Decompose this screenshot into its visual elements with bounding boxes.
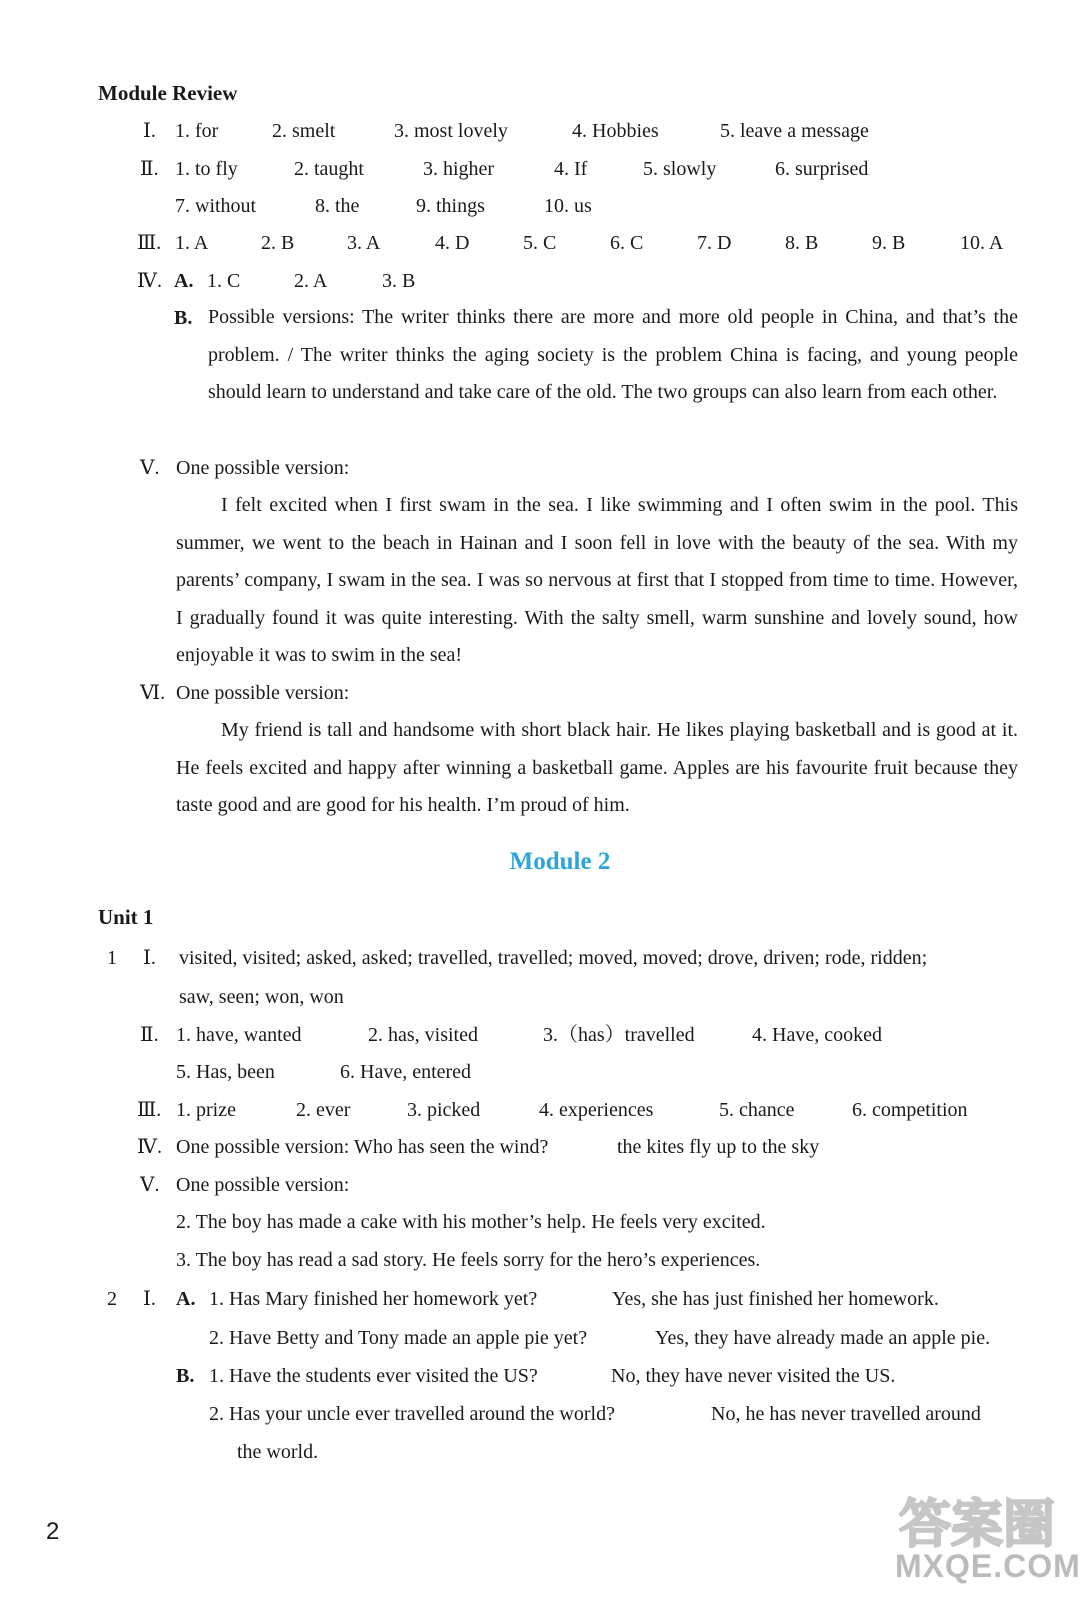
answer-item: 1. A — [175, 232, 209, 254]
version-title: One possible version: — [176, 1174, 350, 1196]
answer: Yes, she has just finished her homework. — [612, 1288, 939, 1310]
answer: the world. — [237, 1441, 319, 1463]
answer-item: 3. A — [347, 232, 381, 254]
question: 2. Have Betty and Tony made an apple pie yet? — [209, 1327, 588, 1349]
answer-item: 5. slowly — [643, 158, 717, 180]
module-review-heading: Module Review — [98, 81, 238, 105]
roman-numeral: Ⅰ. — [143, 947, 156, 969]
answer-item: 8. the — [315, 195, 360, 217]
answer-item: 4. D — [435, 232, 470, 254]
answer-item: 5. C — [523, 232, 557, 254]
question: 2. Has your uncle ever travelled around the world? — [209, 1403, 615, 1425]
answer-item: 2. A — [294, 270, 328, 292]
answer-item: 6. surprised — [775, 158, 869, 180]
answer-item: 6. Have, entered — [340, 1061, 472, 1083]
answer-item: 7. D — [697, 232, 732, 254]
answer-item: 2. B — [261, 232, 295, 254]
part-label-a: A. — [174, 270, 194, 292]
page-number: 2 — [46, 1518, 60, 1545]
answer-item: 1. have, wanted — [176, 1024, 302, 1046]
part-label-b: B. — [174, 307, 193, 329]
version-title: One possible version: — [176, 682, 350, 704]
answer-item: 8. B — [785, 232, 819, 254]
answer-line: saw, seen; won, won — [179, 986, 344, 1008]
section-number: 2 — [107, 1288, 117, 1310]
roman-numeral: Ⅱ. — [140, 1024, 159, 1046]
possible-versions-text: Possible versions: The writer thinks there are more and more old people in China, and that’s the problem. / The writer thinks the aging society is the problem China is facing, and young people should learn to understand and take care of the old. The two groups can also learn from each other. — [208, 306, 1018, 404]
answer-line: 2. The boy has made a cake with his mother’s help. He feels very excited. — [176, 1211, 766, 1233]
unit-heading: Unit 1 — [98, 905, 154, 929]
answer-item: 3. B — [382, 270, 416, 292]
answer-item: 4. Hobbies — [572, 120, 659, 142]
part-label-a: A. — [176, 1288, 196, 1310]
answer-item: 1. for — [175, 120, 219, 142]
roman-numeral: Ⅱ. — [140, 158, 159, 180]
essay-paragraph: I felt excited when I first swam in the sea. I like swimming and I often swim in the pool. This summer, we went to the beach in Hainan and I soon fell in love with the beauty of the sea. With my parents’ company, I swam in the sea. I was so nervous at first that I stopped from time to time. However, I gradually found it was quite interesting. With the salty smell, warm sunshine and lovely sound, how enjoyable it was to swim in the sea! — [176, 494, 1018, 667]
answer-item: 10. us — [544, 195, 592, 217]
answer-item: 3. higher — [423, 158, 495, 180]
answer-item: 6. C — [610, 232, 644, 254]
answer-item: 7. without — [175, 195, 257, 217]
roman-numeral: Ⅲ. — [137, 232, 162, 254]
answer-item: 5. leave a message — [720, 120, 869, 142]
answer-item: 9. things — [416, 195, 485, 217]
roman-numeral: Ⅴ. — [140, 1174, 160, 1196]
part-label-b: B. — [176, 1365, 195, 1387]
answer-item: 3.（has）travelled — [543, 1024, 695, 1046]
answer-item: 10. A — [960, 232, 1004, 254]
version-title: One possible version: — [176, 457, 350, 479]
answer-item: 3. picked — [407, 1099, 481, 1121]
answer-item: 1. prize — [176, 1099, 236, 1121]
watermark-glyphs: 答案圈 — [899, 1495, 1056, 1555]
answer-item: 9. B — [872, 232, 906, 254]
answer-item: 5. chance — [719, 1099, 795, 1121]
answer-item: 3. most lovely — [394, 120, 508, 142]
answer-item: 4. experiences — [539, 1099, 654, 1121]
roman-numeral: Ⅲ. — [137, 1099, 162, 1121]
answer: No, they have never visited the US. — [611, 1365, 896, 1387]
roman-numeral: Ⅵ. — [140, 682, 166, 704]
essay-paragraph: My friend is tall and handsome with short black hair. He likes playing basketball and is good at it. He feels excited and happy after winning a basketball game. Apples are his favourite fruit because they taste good and are good for his health. I’m proud of him. — [176, 719, 1018, 817]
answer-line: One possible version: Who has seen the wind? — [176, 1136, 549, 1158]
mr-section-i — [143, 118, 156, 144]
roman-numeral: Ⅴ. — [140, 457, 160, 479]
answer-item: 4. Have, cooked — [752, 1024, 882, 1046]
question: 1. Has Mary finished her homework yet? — [209, 1288, 538, 1310]
answer-item: 4. If — [554, 158, 588, 180]
answer: No, he has never travelled around — [711, 1403, 981, 1425]
section-number: 1 — [107, 947, 117, 969]
watermark-text: MXQE.COM — [895, 1548, 1081, 1584]
answer-item: 6. competition — [852, 1099, 968, 1121]
answer: Yes, they have already made an apple pie. — [655, 1327, 991, 1349]
answer-line: visited, visited; asked, asked; travelled, travelled; moved, moved; drove, driven; rode, ridden; — [179, 947, 928, 969]
answer-item: 5. Has, been — [176, 1061, 275, 1083]
roman-numeral: Ⅰ. — [143, 1288, 156, 1310]
roman-numeral: Ⅰ. — [143, 120, 156, 142]
answer-item: 2. smelt — [272, 120, 336, 142]
answer-item: 2. has, visited — [368, 1024, 478, 1046]
question: 1. Have the students ever visited the US? — [209, 1365, 538, 1387]
answer-item: 2. ever — [296, 1099, 351, 1121]
answer-item: 2. taught — [294, 158, 364, 180]
answer-item: 1. C — [207, 270, 241, 292]
answer-line: 3. The boy has read a sad story. He feels sorry for the hero’s experiences. — [176, 1249, 761, 1271]
answer-item: 1. to fly — [175, 158, 238, 180]
module-title: Module 2 — [509, 848, 611, 875]
roman-numeral: Ⅳ. — [137, 1136, 162, 1158]
roman-numeral: Ⅳ. — [137, 270, 162, 292]
answer-line: the kites fly up to the sky — [617, 1136, 820, 1158]
